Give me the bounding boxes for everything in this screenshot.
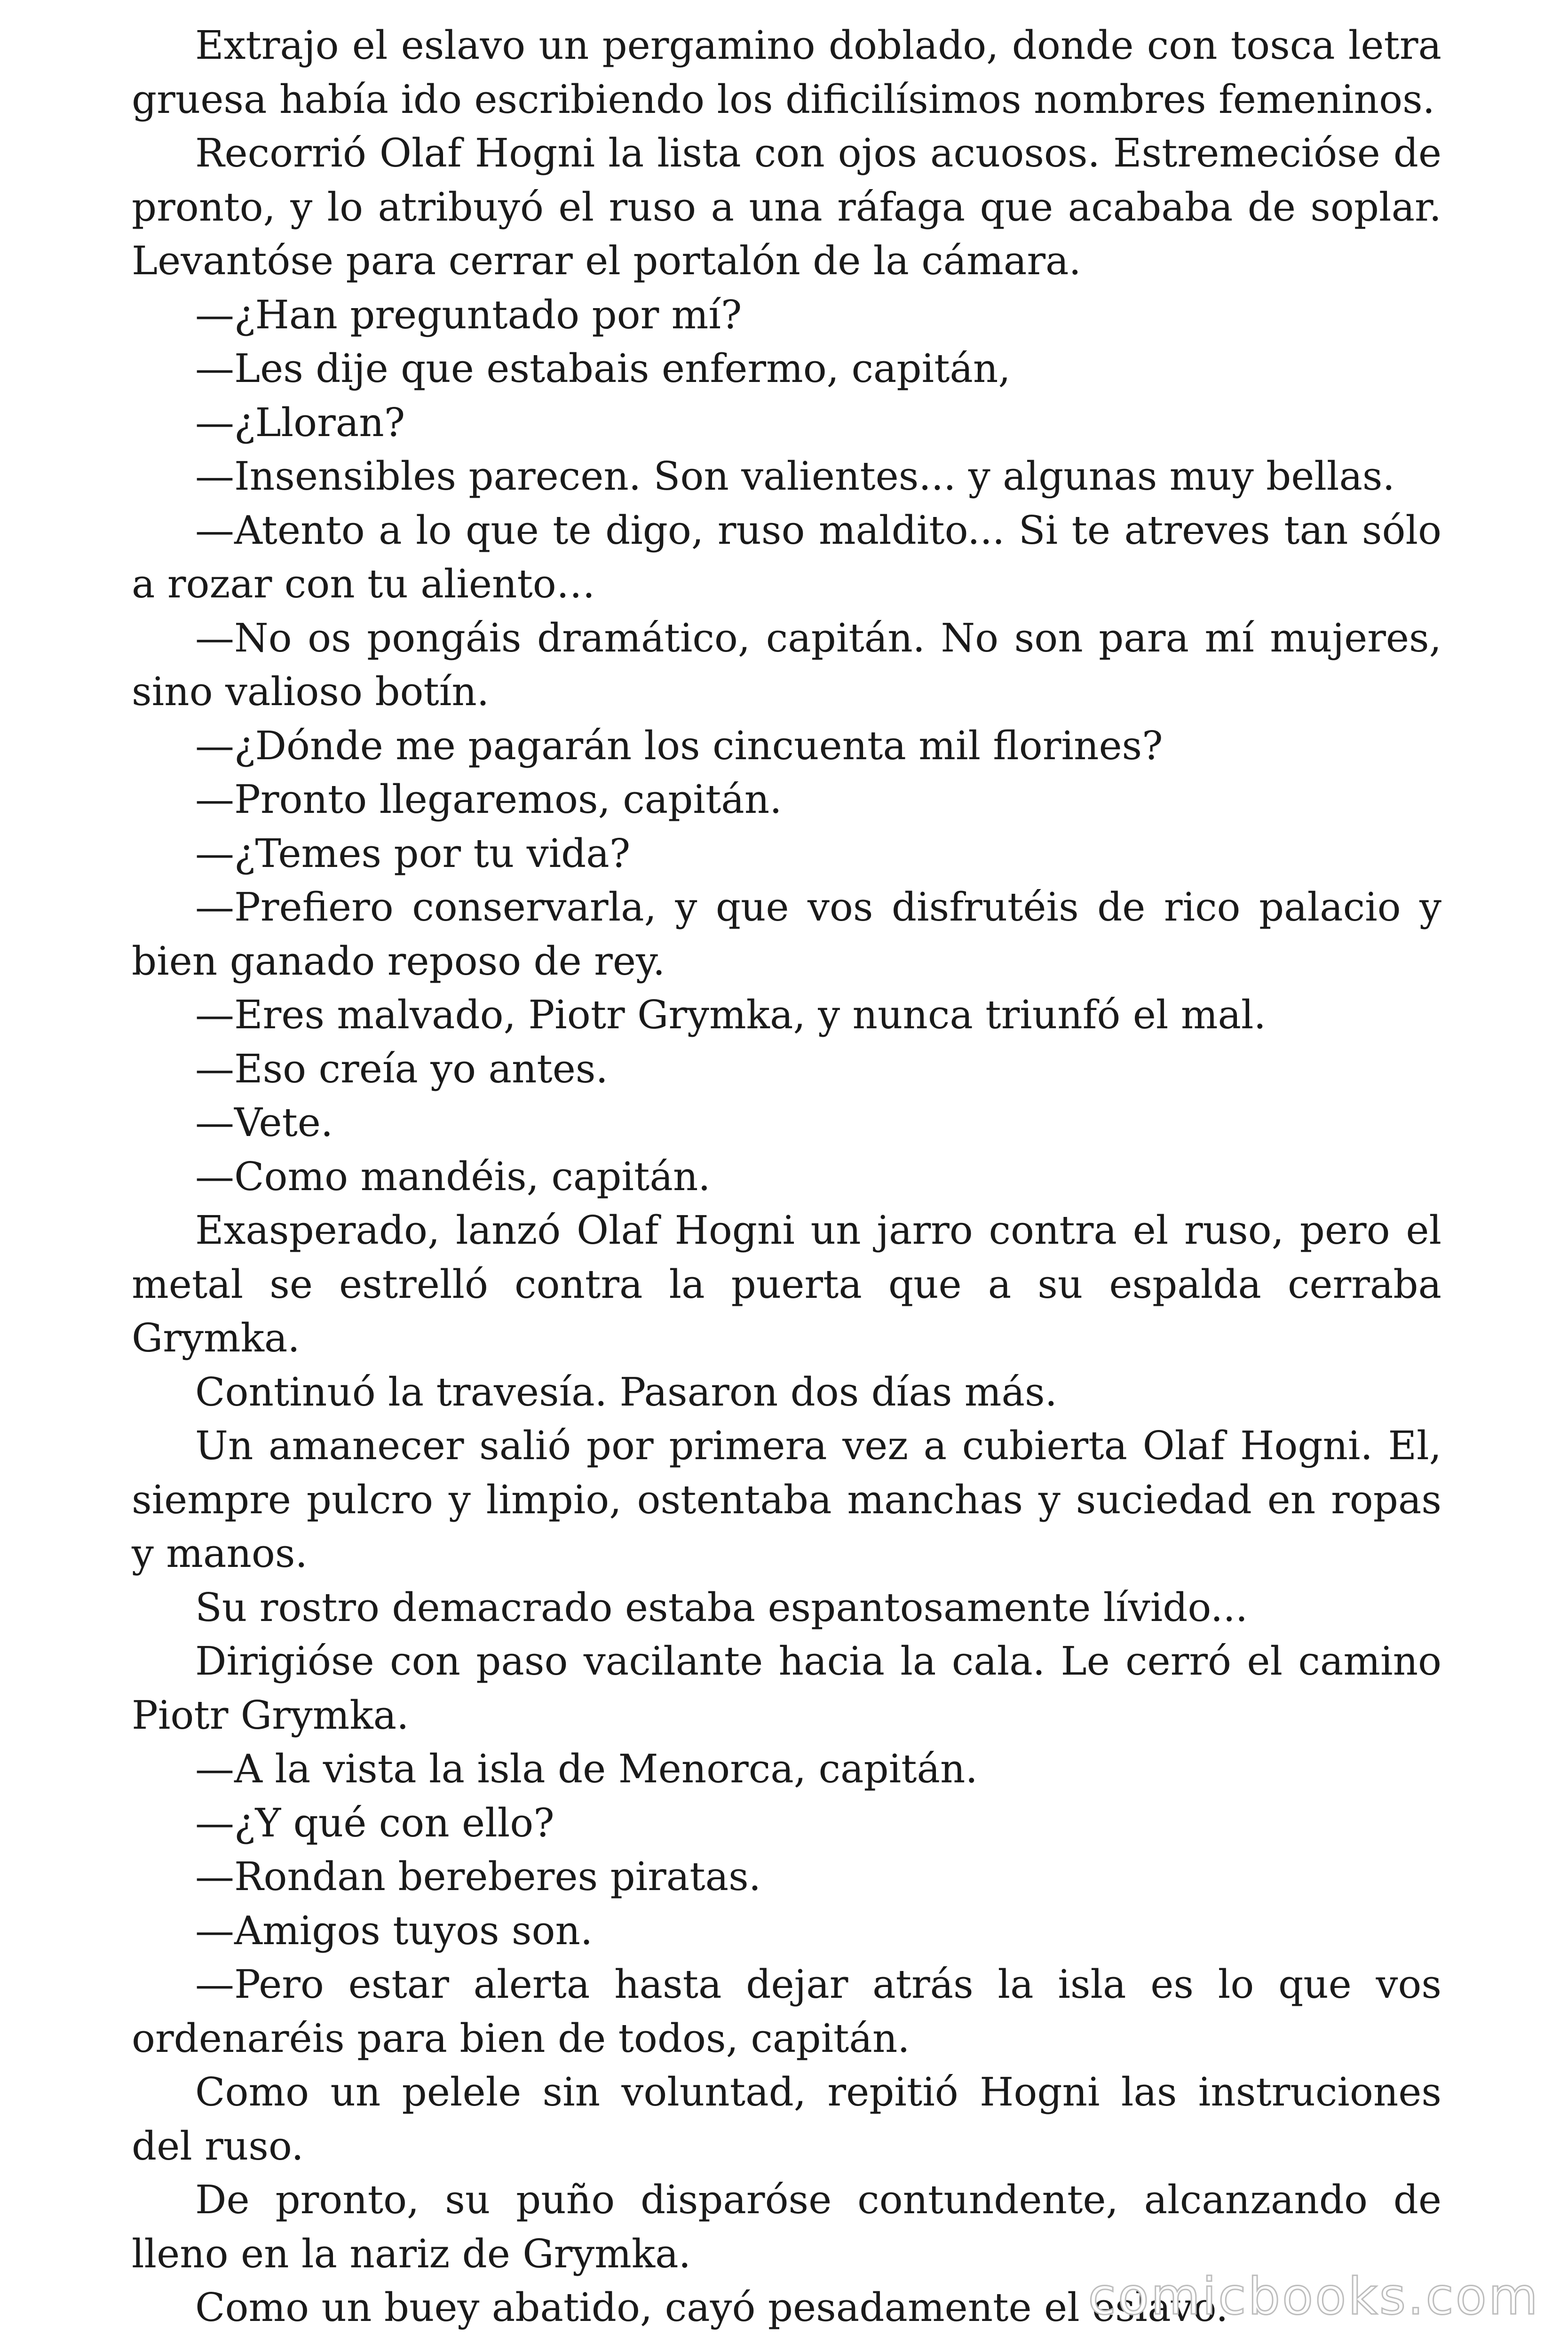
dialogue-line: —¿Dónde me pagarán los cincuenta mil florines? [195, 723, 1163, 769]
paragraph: Extrajo el eslavo un pergamino doblado, donde con tosca letra gruesa había ido escribiendo los dificilísimos nombres femeninos. [132, 23, 1441, 122]
paragraph: Como un pelele sin voluntad, repitió Hogni las instruciones del ruso. [132, 2069, 1441, 2169]
dialogue-line: —Pronto llegaremos, capitán. [195, 777, 782, 822]
dialogue-line: —Pero estar alerta hasta dejar atrás la isla es lo que vos ordenaréis para bien de todos, capitán. [132, 1962, 1441, 2061]
dialogue-line: —¿Y qué con ello? [195, 1800, 554, 1846]
dialogue-line: —Eso creía yo antes. [195, 1046, 608, 1092]
dialogue-line: —¿Temes por tu vida? [195, 830, 631, 876]
dialogue-line: —Insensibles parecen. Son valientes... y algunas muy bellas. [195, 453, 1395, 499]
dialogue-line: —Atento a lo que te digo, ruso maldito... Si te atreves tan sólo a rozar con tu aliento… [132, 507, 1441, 607]
dialogue-line: —¿Han preguntado por mí? [195, 292, 742, 338]
paragraph: De pronto, su puño disparóse contundente, alcanzando de lleno en la nariz de Grymka. [132, 2177, 1441, 2277]
dialogue-line: —Les dije que estabais enfermo, capitán, [195, 346, 1011, 391]
watermark: comicbooks.com [1088, 2267, 1540, 2326]
page-body [132, 19, 1441, 2335]
paragraph: Continuó la travesía. Pasaron dos días más. [195, 1369, 1057, 1415]
dialogue-line: —Prefiero conservarla, y que vos disfrutéis de rico palacio y bien ganado reposo de rey. [132, 884, 1441, 984]
dialogue-line: —Vete. [195, 1100, 333, 1145]
dialogue-line: —A la vista la isla de Menorca, capitán. [195, 1746, 978, 1792]
paragraph: Como un buey abatido, cayó pesadamente el eslavo. [195, 2285, 1228, 2330]
paragraph: Un amanecer salió por primera vez a cubierta Olaf Hogni. El, siempre pulcro y limpio, ostentaba manchas y suciedad en ropas y manos. [132, 1423, 1441, 1576]
paragraph: Recorrió Olaf Hogni la lista con ojos acuosos. Estremecióse de pronto, y lo atribuyó el ruso a una ráfaga que acababa de soplar. Levantóse para cerrar el portalón de la cámara. [132, 130, 1441, 284]
paragraph: Dirigióse con paso vacilante hacia la cala. Le cerró el camino Piotr Grymka. [132, 1638, 1441, 1738]
dialogue-line: —No os pongáis dramático, capitán. No son para mí mujeres, sino valioso botín. [132, 615, 1441, 715]
dialogue-line: —¿Lloran? [195, 399, 405, 445]
dialogue-line: —Como mandéis, capitán. [195, 1153, 711, 1200]
dialogue-line: —Eres malvado, Piotr Grymka, y nunca triunfó el mal. [195, 992, 1266, 1038]
paragraph: Exasperado, lanzó Olaf Hogni un jarro contra el ruso, pero el metal se estrelló contra la puerta que a su espalda cerraba Grymka. [132, 1208, 1441, 1361]
dialogue-line: —Rondan bereberes piratas. [195, 1854, 761, 1899]
paragraph: Su rostro demacrado estaba espantosamente lívido... [195, 1584, 1248, 1630]
dialogue-line: —Amigos tuyos son. [195, 1907, 593, 1954]
